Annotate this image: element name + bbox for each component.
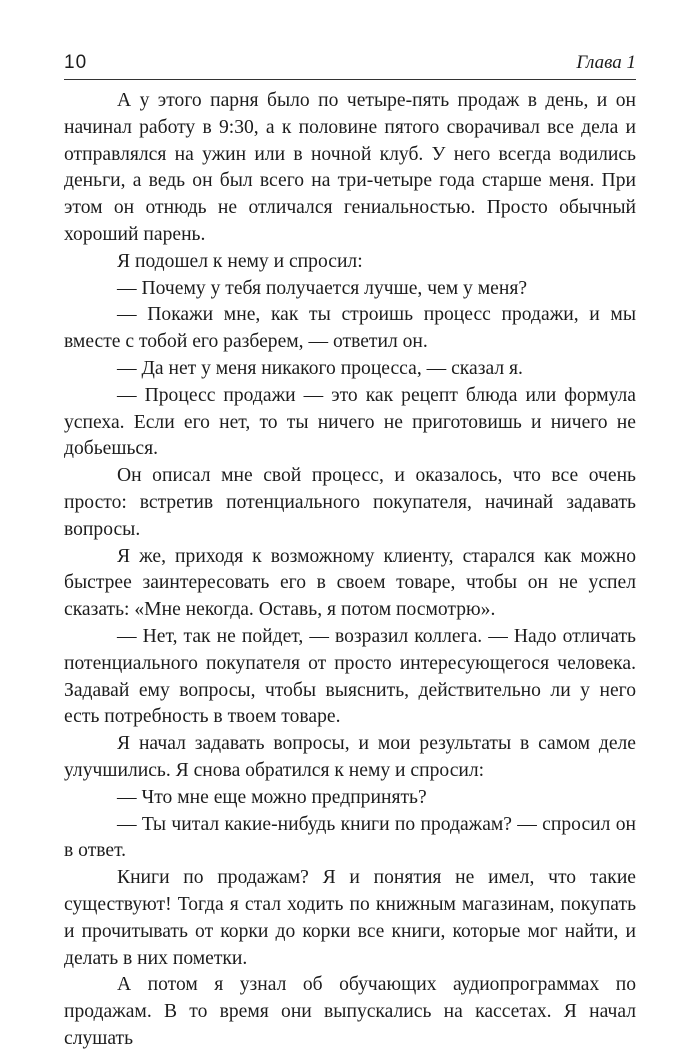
page-number: 10: [64, 52, 88, 73]
chapter-title: Глава 1: [576, 52, 636, 73]
header-rule: [64, 79, 636, 80]
paragraph: Я начал задавать вопросы, и мои результаты в самом деле улучшились. Я снова обратился к нему и спросил:: [64, 733, 636, 781]
paragraph: Я подошел к нему и спросил:: [117, 250, 363, 272]
paragraph: — Что мне еще можно предпринять?: [117, 786, 427, 808]
paragraph: Он описал мне свой процесс, и оказалось, что все очень просто: встретив потенциального покупателя, начинай задавать вопросы.: [64, 465, 636, 540]
body-text: [64, 88, 636, 1053]
paragraph: — Процесс продажи — это как рецепт блюда или формула успеха. Если его нет, то ты ничего не приготовишь и ничего не добьешься.: [64, 384, 636, 460]
paragraph: — Почему у тебя получается лучше, чем у меня?: [117, 277, 528, 299]
paragraph: Книги по продажам? Я и понятия не имел, что такие существуют! Тогда я стал ходить по книжным магазинам, покупать и прочитывать от корки до корки все книги, которые мог найти, и делать в них пометки.: [64, 867, 636, 969]
paragraph: Я же, приходя к возможному клиенту, старался как можно быстрее заинтересовать его в своем товаре, чтобы он не успел сказать: «Мне некогда. Оставь, я потом посмотрю».: [64, 545, 636, 621]
paragraph: А потом я узнал об обучающих аудиопрограммах по продажам. В то время они выпускались на кассетах. Я начал слушать: [64, 974, 636, 1049]
running-head: [64, 52, 636, 82]
paragraph: — Покажи мне, как ты строишь процесс продажи, и мы вместе с тобой его разберем, — ответил он.: [64, 304, 636, 353]
paragraph: — Да нет у меня никакого процесса, — сказал я.: [117, 357, 523, 379]
paragraph: А у этого парня было по четыре-пять продаж в день, и он начинал работу в 9:30, а к половине пятого сворачивал все дела и отправлялся на ужин или в ночной клуб. У него всегда водились деньги, а ведь он был всего на три-четыре года старше меня. При этом он отнюдь не отличался гениальностью. Просто обычный хороший парень.: [64, 90, 636, 245]
paragraph: — Ты читал какие-нибудь книги по продажам? — спросил он в ответ.: [64, 813, 636, 862]
paragraph: — Нет, так не пойдет, — возразил коллега. — Надо отличать потенциального покупателя от просто интересующегося человека. Задавай ему вопросы, чтобы выяснить, действительно ли у него есть потребность в твоем товаре.: [64, 625, 636, 728]
